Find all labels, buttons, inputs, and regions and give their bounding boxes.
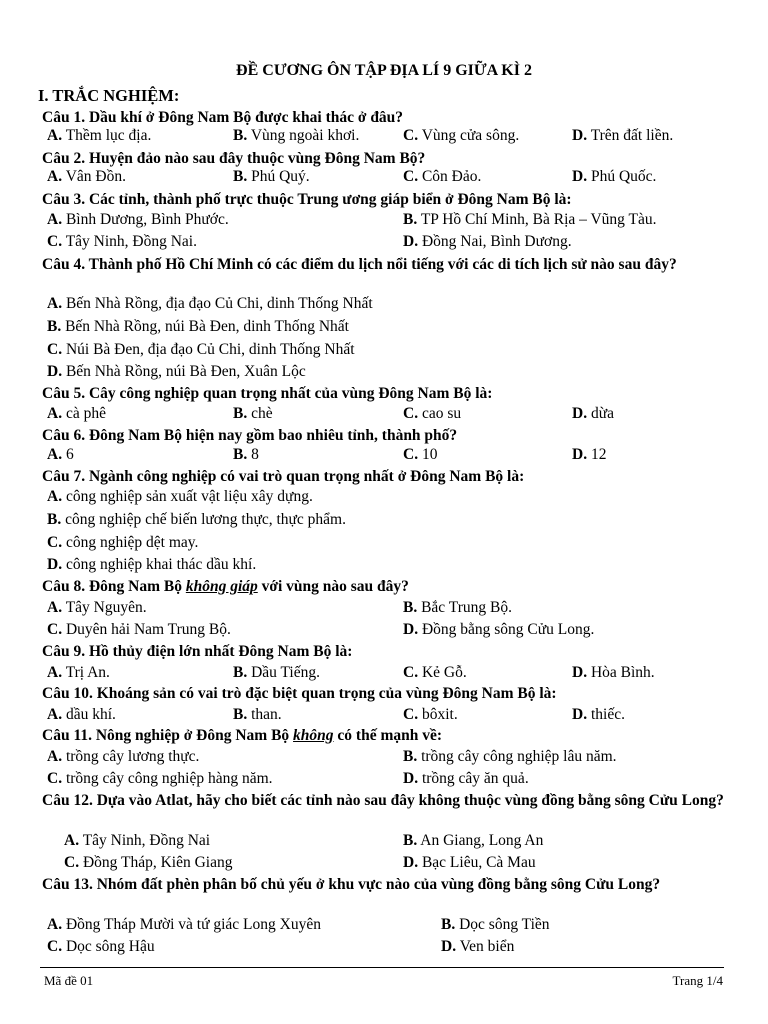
question-10: Câu 10. Khoáng sản có vai trò đặc biệt quan trọng của vùng Đông Nam Bộ là: [42, 685, 557, 702]
q6-option-c: C. 10 [403, 446, 438, 463]
q2-option-c: C. Côn Đảo. [403, 168, 482, 185]
question-2: Câu 2. Huyện đảo nào sau đây thuộc vùng Đông Nam Bộ? [42, 150, 426, 167]
q7-option-c: C. công nghiệp dệt may. [47, 534, 199, 551]
q7-option-b: B. công nghiệp chế biến lương thực, thực phẩm. [47, 511, 346, 528]
q9-option-b: B. Dầu Tiếng. [233, 664, 320, 681]
q5-option-d: D. dừa [572, 405, 614, 422]
q11-option-d: D. trồng cây ăn quả. [403, 770, 529, 787]
q5-option-a: A. cà phê [47, 405, 106, 422]
q3-option-c: C. Tây Ninh, Đồng Nai. [47, 233, 197, 250]
q12-option-c: C. Đồng Tháp, Kiên Giang [64, 854, 233, 871]
question-8: Câu 8. Đông Nam Bộ không giáp với vùng nào sau đây? [42, 578, 409, 595]
q9-option-d: D. Hòa Bình. [572, 664, 655, 681]
q13-option-d: D. Ven biển [441, 938, 515, 955]
emphasis-not: không [293, 727, 334, 744]
q12-option-d: D. Bạc Liêu, Cà Mau [403, 854, 536, 871]
q12-option-b: B. An Giang, Long An [403, 832, 544, 849]
question-1: Câu 1. Dầu khí ở Đông Nam Bộ được khai thác ở đâu? [42, 109, 404, 126]
q11-option-c: C. trồng cây công nghiệp hàng năm. [47, 770, 273, 787]
question-5: Câu 5. Cây công nghiệp quan trọng nhất của vùng Đông Nam Bộ là: [42, 385, 493, 402]
question-11: Câu 11. Nông nghiệp ở Đông Nam Bộ không có thế mạnh về: [42, 727, 443, 744]
q3-option-b: B. TP Hồ Chí Minh, Bà Rịa – Vũng Tàu. [403, 211, 657, 228]
q1-option-b: B. Vùng ngoài khơi. [233, 127, 360, 144]
document-title: ĐỀ CƯƠNG ÔN TẬP ĐỊA LÍ 9 GIỮA KÌ 2 [236, 62, 532, 79]
question-12: Câu 12. Dựa vào Atlat, hãy cho biết các tỉnh nào sau đây không thuộc vùng đồng bằng sông Cửu Long? [42, 792, 724, 809]
q1-option-c: C. Vùng cửa sông. [403, 127, 520, 144]
q4-option-d: D. Bến Nhà Rồng, núi Bà Đen, Xuân Lộc [47, 363, 306, 380]
question-3: Câu 3. Các tỉnh, thành phố trực thuộc Trung ương giáp biển ở Đông Nam Bộ là: [42, 191, 572, 208]
q6-option-b: B. 8 [233, 446, 259, 463]
q9-option-a: A. Trị An. [47, 664, 110, 681]
q12-option-a: A. Tây Ninh, Đồng Nai [64, 832, 211, 849]
question-7: Câu 7. Ngành công nghiệp có vai trò quan trọng nhất ở Đông Nam Bộ là: [42, 468, 525, 485]
q2-option-a: A. Vân Đồn. [47, 168, 126, 185]
section-heading: I. TRẮC NGHIỆM: [38, 86, 180, 105]
q6-option-a: A. 6 [47, 446, 74, 463]
question-6: Câu 6. Đông Nam Bộ hiện nay gồm bao nhiêu tỉnh, thành phố? [42, 427, 458, 444]
q8-option-b: B. Bắc Trung Bộ. [403, 599, 512, 616]
q10-option-b: B. than. [233, 706, 282, 723]
exam-code: Mã đề 01 [44, 973, 94, 988]
q4-option-b: B. Bến Nhà Rồng, núi Bà Đen, dinh Thống Nhất [47, 318, 349, 335]
emphasis-not-bordering: không giáp [185, 578, 258, 595]
question-4: Câu 4. Thành phố Hồ Chí Minh có các điểm du lịch nổi tiếng với các di tích lịch sử nào sau đây? [42, 256, 677, 273]
q7-option-d: D. công nghiệp khai thác dầu khí. [47, 556, 257, 573]
q1-option-a: A. Thềm lục địa. [47, 127, 152, 144]
q5-option-c: C. cao su [403, 405, 462, 422]
q3-option-d: D. Đồng Nai, Bình Dương. [403, 233, 572, 250]
q8-option-d: D. Đồng bằng sông Cửu Long. [403, 621, 595, 638]
q9-option-c: C. Kẻ Gỗ. [403, 664, 467, 681]
q8-option-a: A. Tây Nguyên. [47, 599, 147, 616]
q3-option-a: A. Bình Dương, Bình Phước. [47, 211, 229, 228]
q7-option-a: A. công nghiệp sản xuất vật liệu xây dựng. [47, 488, 313, 505]
question-13: Câu 13. Nhóm đất phèn phân bố chủ yếu ở khu vực nào của vùng đồng bằng sông Cửu Long? [42, 876, 661, 893]
q13-option-b: B. Dọc sông Tiền [441, 916, 550, 933]
q6-option-d: D. 12 [572, 446, 607, 463]
q10-option-d: D. thiếc. [572, 706, 625, 723]
q4-option-c: C. Núi Bà Đen, địa đạo Củ Chi, dinh Thống Nhất [47, 341, 355, 358]
q10-option-a: A. dầu khí. [47, 706, 116, 723]
q8-option-c: C. Duyên hải Nam Trung Bộ. [47, 621, 231, 638]
q4-option-a: A. Bến Nhà Rồng, địa đạo Củ Chi, dinh Thống Nhất [47, 295, 373, 312]
q13-option-c: C. Dọc sông Hậu [47, 938, 155, 955]
question-9: Câu 9. Hồ thủy điện lớn nhất Đông Nam Bộ là: [42, 643, 353, 660]
page-number: Trang 1/4 [672, 973, 723, 988]
q2-option-d: D. Phú Quốc. [572, 168, 657, 185]
q2-option-b: B. Phú Quý. [233, 168, 310, 185]
footer-divider [40, 967, 724, 968]
q5-option-b: B. chè [233, 405, 273, 422]
q11-option-a: A. trồng cây lương thực. [47, 748, 200, 765]
q1-option-d: D. Trên đất liền. [572, 127, 674, 144]
q11-option-b: B. trồng cây công nghiệp lâu năm. [403, 748, 617, 765]
q10-option-c: C. bôxit. [403, 706, 458, 723]
q13-option-a: A. Đồng Tháp Mười và tứ giác Long Xuyên [47, 916, 321, 933]
